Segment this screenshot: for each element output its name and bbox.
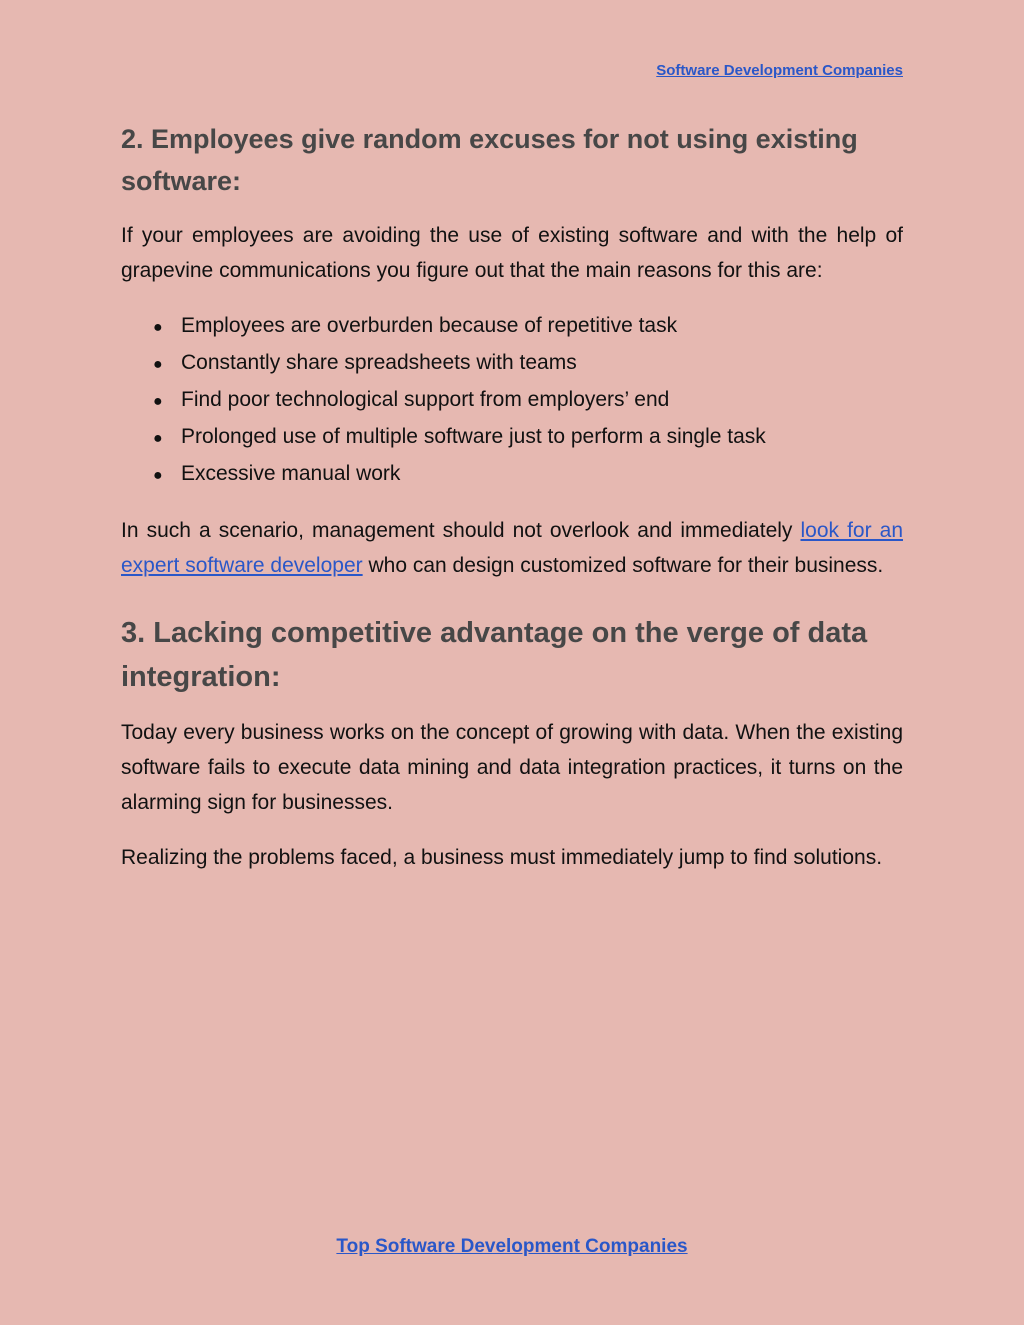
list-item	[153, 419, 903, 456]
list-item-text: Excessive manual work	[181, 462, 401, 485]
list-item-text: Prolonged use of multiple software just to perform a single task	[181, 425, 766, 448]
bullet-icon: ●	[153, 393, 163, 410]
main-content	[121, 118, 903, 895]
bullet-icon: ●	[153, 430, 163, 447]
section-3-paragraph-1: Today every business works on the concept of growing with data. When the existing software fails to execute data mining and data integration practices, it turns on the alarming sign for businesses.	[121, 721, 903, 814]
list-item	[153, 382, 903, 419]
section-2-intro: If your employees are avoiding the use of existing software and with the help of grapevine communications you figure out that the main reasons for this are:	[121, 224, 903, 282]
conclusion-text-before: In such a scenario, management should not overlook and immediately	[121, 519, 801, 542]
section-3-paragraph-2: Realizing the problems faced, a business must immediately jump to find solutions.	[121, 846, 883, 869]
header-link[interactable]: Software Development Companies	[656, 62, 903, 79]
conclusion-text-after: who can design customized software for their business.	[362, 554, 884, 577]
list-item	[153, 308, 903, 345]
bullet-icon: ●	[153, 319, 163, 336]
section-3-heading: 3. Lacking competitive advantage on the verge of data integration:	[121, 617, 868, 693]
footer-link[interactable]: Top Software Development Companies	[336, 1236, 688, 1257]
section-2-conclusion	[121, 513, 903, 583]
list-item	[153, 456, 903, 493]
expert-developer-link[interactable]: look for an expert software developer	[121, 519, 903, 577]
list-item-text: Constantly share spreadsheets with teams	[181, 351, 577, 374]
list-item-text: Employees are overburden because of repetitive task	[181, 314, 678, 337]
bullet-icon: ●	[153, 467, 163, 484]
section-2-heading: 2. Employees give random excuses for not using existing software:	[121, 124, 858, 196]
bullet-icon: ●	[153, 356, 163, 373]
reasons-list	[121, 308, 903, 493]
list-item	[153, 345, 903, 382]
list-item-text: Find poor technological support from employers’ end	[181, 388, 670, 411]
